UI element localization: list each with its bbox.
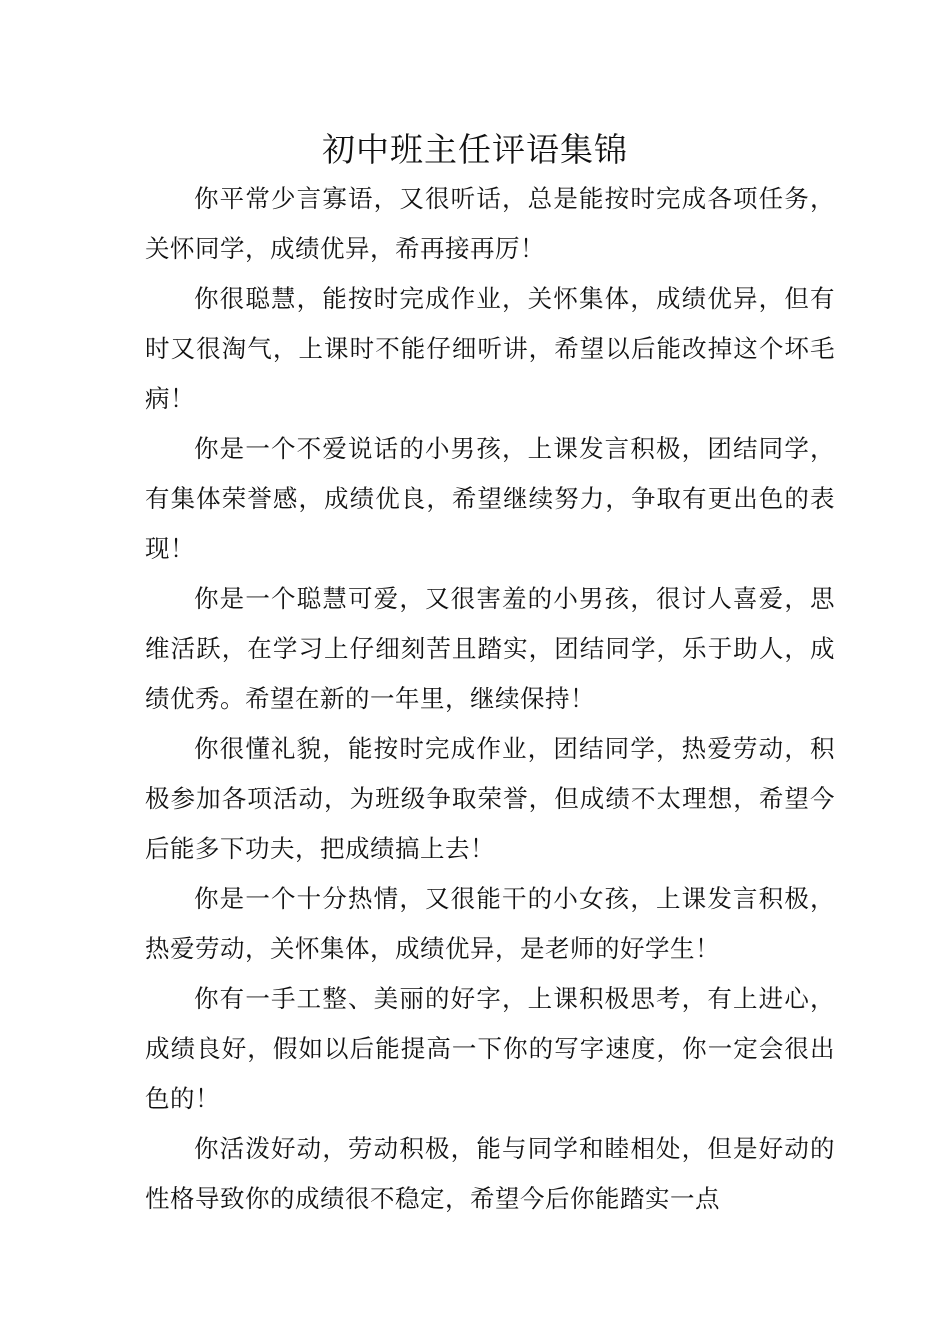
document-title: 初中班主任评语集锦 — [322, 130, 628, 169]
comment-paragraph-1: 你平常少言寡语，又很听话，总是能按时完成各项任务，关怀同学，成绩优异，希再接再厉！ — [145, 184, 835, 263]
comment-paragraph-4: 你是一个聪慧可爱，又很害羞的小男孩，很讨人喜爱，思维活跃，在学习上仔细刻苦且踏实，团结同学，乐于助人，成绩优秀。希望在新的一年里，继续保持！ — [145, 584, 835, 713]
comment-paragraph-7: 你有一手工整、美丽的好字，上课积极思考，有上进心，成绩良好，假如以后能提高一下你的写字速度，你一定会很出色的！ — [145, 984, 835, 1113]
comment-paragraph-6: 你是一个十分热情，又很能干的小女孩，上课发言积极，热爱劳动，关怀集体，成绩优异，是老师的好学生！ — [145, 884, 835, 963]
comment-paragraph-2: 你很聪慧，能按时完成作业，关怀集体，成绩优异，但有时又很淘气，上课时不能仔细听讲，希望以后能改掉这个坏毛病！ — [145, 284, 835, 413]
comment-paragraph-3: 你是一个不爱说话的小男孩，上课发言积极，团结同学，有集体荣誉感，成绩优良，希望继续努力，争取有更出色的表现！ — [145, 434, 835, 563]
document-body — [145, 174, 835, 1224]
comment-paragraph-8: 你活泼好动，劳动积极，能与同学和睦相处，但是好动的性格导致你的成绩很不稳定，希望今后你能踏实一点 — [145, 1134, 835, 1213]
comment-paragraph-5: 你很懂礼貌，能按时完成作业，团结同学，热爱劳动，积极参加各项活动，为班级争取荣誉，但成绩不太理想，希望今后能多下功夫，把成绩搞上去！ — [145, 734, 835, 863]
